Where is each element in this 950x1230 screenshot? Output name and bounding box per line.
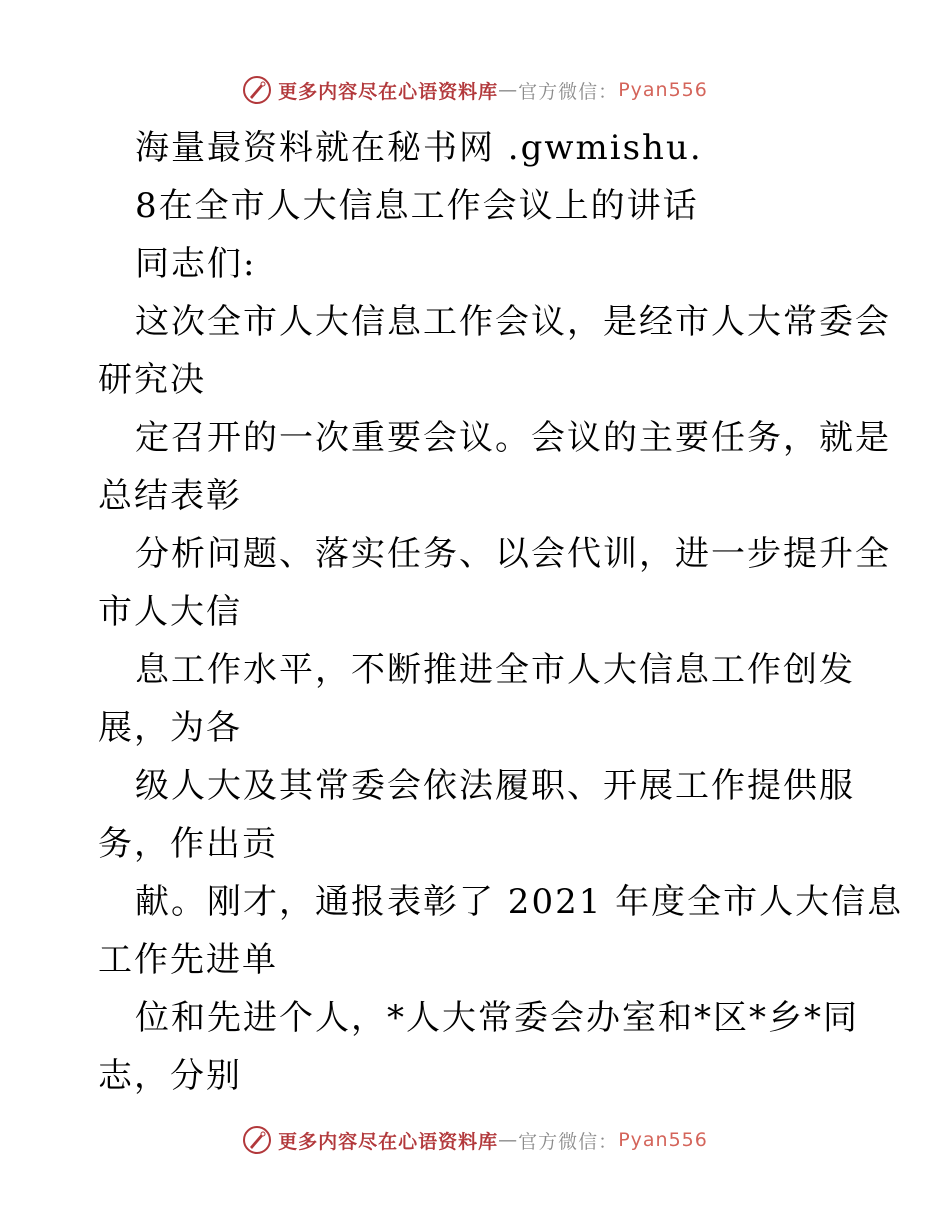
doc-line-9: 市人大信 [98,592,242,632]
doc-line-16: 位和先进个人，*人大常委会办室和*区*乡*同 [135,998,859,1038]
doc-line-8: 分析问题、落实任务、以会代训，进一步提升全 [135,534,891,574]
doc-line-13: 务，作出贡 [98,824,278,864]
doc-line-2: 8在全市人大信息工作会议上的讲话 [135,186,699,226]
doc-line-6: 定召开的一次重要会议。会议的主要任务，就是 [135,418,891,458]
doc-line-11: 展，为各 [98,708,242,748]
doc-line-5: 研究决 [98,360,206,400]
doc-line-12: 级人大及其常委会依法履职、开展工作提供服 [135,766,855,806]
watermark-sub-text: 官方微信： [518,80,619,103]
watermark-separator: — [498,79,519,101]
doc-line-7: 总结表彰 [98,476,242,516]
watermark-banner-bottom [0,1120,950,1160]
doc-line-10: 息工作水平，不断推进全市人大信息工作创发 [135,650,855,690]
watermark-separator: — [498,1129,519,1151]
doc-line-3: 同志们: [135,244,257,284]
doc-line-17: 志，分别 [98,1056,242,1096]
watermark-sub-text: 官方微信： [518,1130,619,1153]
watermark-id: Pyan556 [618,1129,708,1151]
doc-line-15: 工作先进单 [98,940,278,980]
doc-line-1: 海量最资料就在秘书网 .gwmishu. [135,128,703,168]
quill-logo-icon [242,1125,272,1155]
doc-line-14: 献。刚才，通报表彰了 2021 年度全市人大信息 [135,882,904,922]
watermark-main-text: 更多内容尽在心语资料库 [278,80,499,103]
watermark-id: Pyan556 [618,79,708,101]
watermark-main-text: 更多内容尽在心语资料库 [278,1130,499,1153]
watermark-banner-top [0,70,950,110]
quill-logo-icon [242,75,272,105]
doc-line-4: 这次全市人大信息工作会议，是经市人大常委会 [135,302,891,342]
